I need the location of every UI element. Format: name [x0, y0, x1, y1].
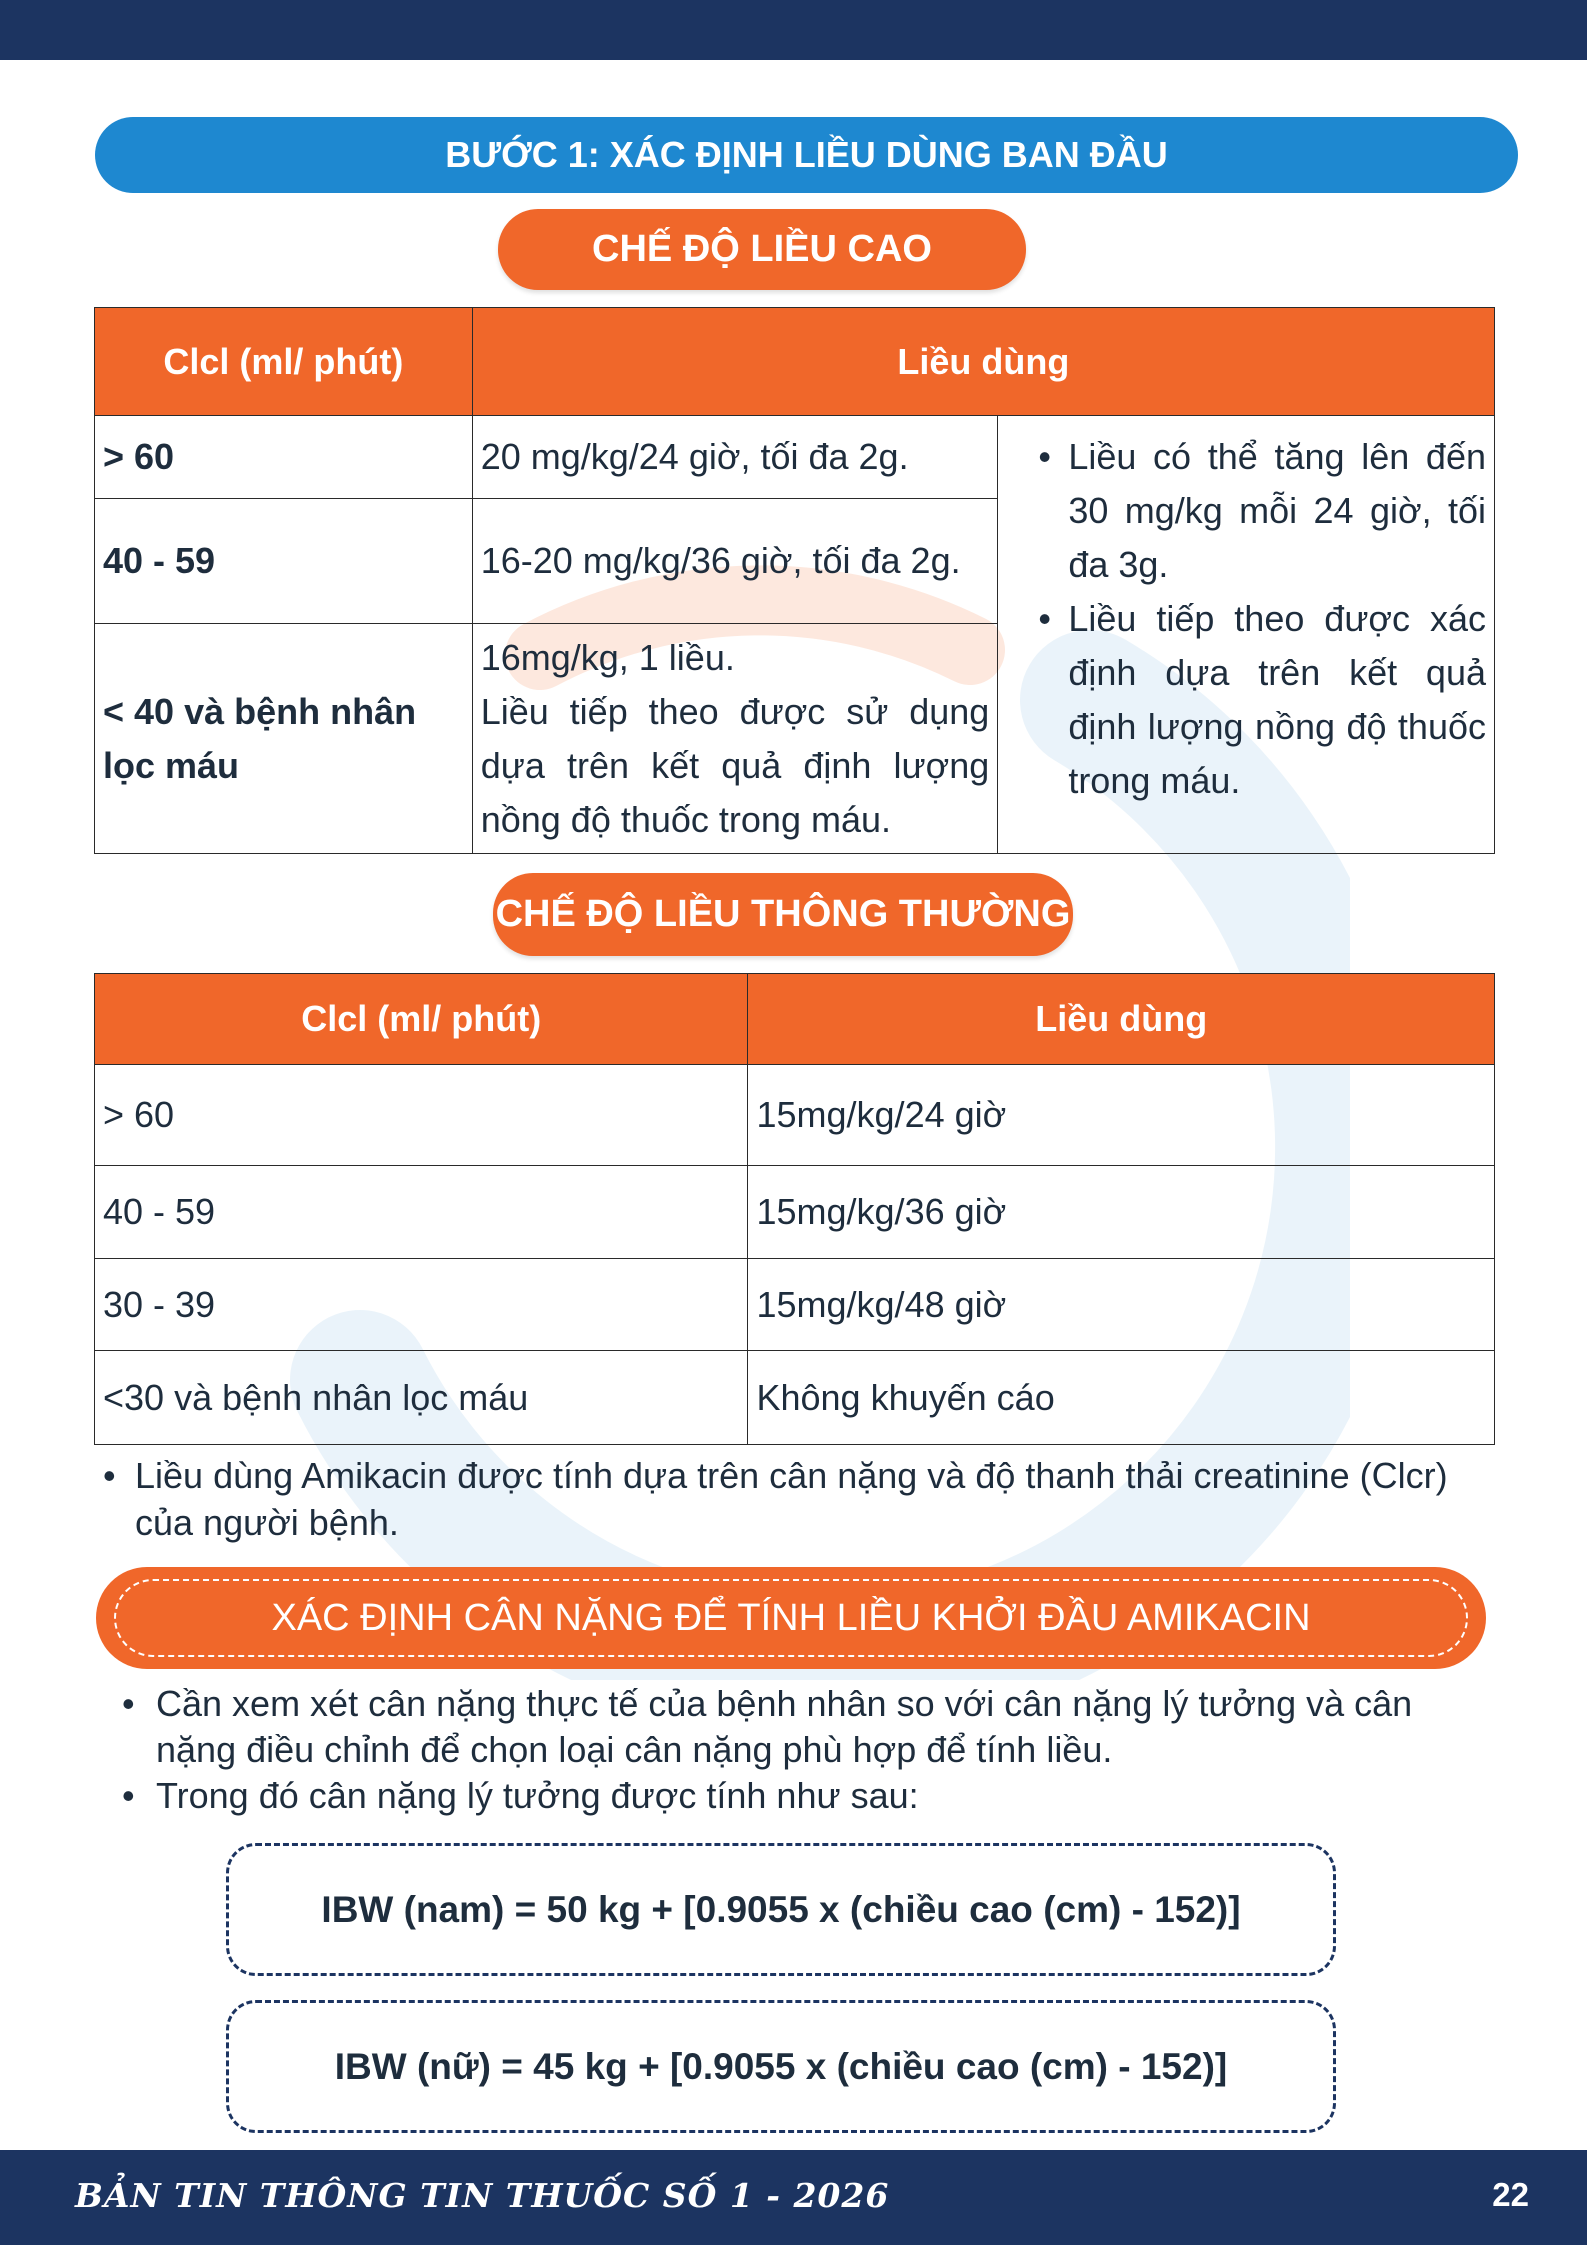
header-dose: Liều dùng	[748, 974, 1495, 1065]
clcl-cell: 30 - 39	[95, 1259, 748, 1351]
clcl-cell: 40 - 59	[95, 1166, 748, 1259]
table-row	[95, 1351, 1495, 1445]
table-header-row	[95, 974, 1495, 1065]
dose-cell: 20 mg/kg/24 giờ, tối đa 2g.	[472, 416, 998, 499]
footer-bar	[0, 2150, 1587, 2245]
weight-section-title: XÁC ĐỊNH CÂN NẶNG ĐỂ TÍNH LIỀU KHỞI ĐẦU AMIKACIN	[271, 1596, 1311, 1639]
table-header-row	[95, 308, 1495, 416]
bullet-icon: •	[103, 1455, 116, 1496]
dose-cell: 15mg/kg/36 giờ	[748, 1166, 1495, 1259]
dose-cell: Không khuyến cáo	[748, 1351, 1495, 1445]
table-row	[95, 416, 1495, 499]
weight-bullet-list	[118, 1681, 1498, 1819]
dose-basis-text: Liều dùng Amikacin được tính dựa trên cân nặng và độ thanh thải creatinine (Clcr) của người bệnh.	[135, 1455, 1448, 1543]
high-dose-table	[94, 307, 1495, 854]
ibw-male-formula: IBW (nam) = 50 kg + [0.9055 x (chiều cao (cm) - 152)]	[226, 1843, 1336, 1976]
step-1-banner: BƯỚC 1: XÁC ĐỊNH LIỀU DÙNG BAN ĐẦU	[95, 117, 1518, 193]
list-item: • Cần xem xét cân nặng thực tế của bệnh nhân so với cân nặng lý tưởng và cân nặng điều chỉnh để chọn loại cân nặng phù hợp để tính liều.	[118, 1681, 1498, 1773]
clcl-cell: 40 - 59	[95, 499, 473, 624]
high-dose-title: CHẾ ĐỘ LIỀU CAO	[498, 209, 1026, 290]
dose-cell: 16-20 mg/kg/36 giờ, tối đa 2g.	[472, 499, 998, 624]
dose-line: Liều tiếp theo được sử dụng dựa trên kết quả định lượng nồng độ thuốc trong máu.	[480, 690, 990, 840]
table-row	[95, 1259, 1495, 1351]
dose-cell	[472, 624, 998, 854]
normal-dose-title: CHẾ ĐỘ LIỀU THÔNG THƯỜNG	[493, 873, 1073, 956]
clcl-cell: <30 và bệnh nhân lọc máu	[95, 1351, 748, 1445]
dose-notes-cell	[998, 416, 1495, 854]
page-number: 22	[1492, 2176, 1529, 2213]
table-row	[95, 1166, 1495, 1259]
top-bar	[0, 0, 1587, 60]
header-dose: Liều dùng	[472, 308, 1494, 416]
ibw-female-formula: IBW (nữ) = 45 kg + [0.9055 x (chiều cao (cm) - 152)]	[226, 2000, 1336, 2133]
normal-dose-table	[94, 973, 1495, 1445]
dose-line: 16mg/kg, 1 liều.	[480, 636, 735, 678]
dose-cell: 15mg/kg/48 giờ	[748, 1259, 1495, 1351]
dose-note-item: • Liều có thể tăng lên đến 30 mg/kg mỗi 24 giờ, tối đa 3g.	[1010, 430, 1486, 592]
header-clcl: Clcl (ml/ phút)	[95, 308, 473, 416]
clcl-cell: > 60	[95, 416, 473, 499]
bulletin-title: BẢN TIN THÔNG TIN THUỐC SỐ 1 - 2026	[75, 2176, 890, 2215]
weight-section-banner	[96, 1567, 1486, 1669]
dose-cell: 15mg/kg/24 giờ	[748, 1065, 1495, 1166]
clcl-cell: < 40 và bệnh nhân lọc máu	[95, 624, 473, 854]
dose-basis-note	[103, 1452, 1503, 1546]
clcl-cell: > 60	[95, 1065, 748, 1166]
header-clcl: Clcl (ml/ phút)	[95, 974, 748, 1065]
list-item: • Trong đó cân nặng lý tưởng được tính như sau:	[118, 1773, 1498, 1819]
dose-note-item: • Liều tiếp theo được xác định dựa trên kết quả định lượng nồng độ thuốc trong máu.	[1010, 592, 1486, 808]
table-row	[95, 1065, 1495, 1166]
